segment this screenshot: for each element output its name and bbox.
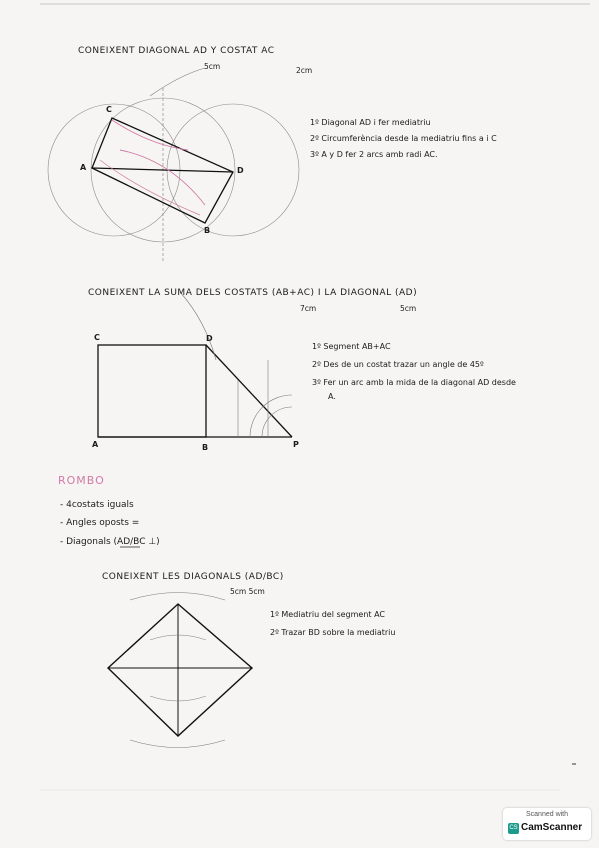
label-d-2: D xyxy=(206,334,213,343)
section2-step1: 1º Segment AB+AC xyxy=(312,342,391,351)
section2-dim-diagonal: 5cm xyxy=(400,304,417,313)
badge-caption: Scanned with xyxy=(525,811,569,818)
label-a-2: A xyxy=(92,440,99,449)
section2-step3: 3º Fer un arc amb la mida de la diagonal AD desde xyxy=(312,378,516,387)
square-abcd xyxy=(98,345,206,437)
section3-step1: 1º Mediatriu del segment AC xyxy=(270,610,386,619)
section3-title: CONEIXENT LES DIAGONALS (AD/BC) xyxy=(102,572,284,582)
section3-step2: 2º Trazar BD sobre la mediatriu xyxy=(270,628,396,637)
label-b-2: B xyxy=(202,443,209,452)
rhombus xyxy=(108,604,252,736)
section1-dim-diagonal: 5cm xyxy=(204,62,221,71)
label-b-1: B xyxy=(204,226,211,235)
section1-step2: 2º Circumferència desde la mediatriu fins a i C xyxy=(310,134,497,143)
rombo-property-3: - Diagonals (AD/BC ⊥) xyxy=(60,537,160,547)
section1-step1: 1º Diagonal AD i fer mediatriu xyxy=(310,118,431,127)
section1-step3: 3º A y D fer 2 arcs amb radi AC. xyxy=(310,150,438,159)
rhombus-arc-bottom xyxy=(130,740,225,748)
construction-circle-right xyxy=(167,104,299,236)
label-d-1: D xyxy=(237,166,244,175)
section2-dim-sum: 7cm xyxy=(300,304,317,313)
section2-step3-cont: A. xyxy=(328,392,336,401)
section1-title: CONEIXENT DIAGONAL AD Y COSTAT AC xyxy=(78,46,275,56)
camscanner-logo-icon: CS xyxy=(508,823,519,834)
section3-drawing xyxy=(108,593,252,748)
rombo-property-2: - Angles oposts = xyxy=(60,518,140,528)
rhombus-arc-top xyxy=(130,593,225,601)
rombo-property-1: - 4costats iguals xyxy=(60,500,134,510)
label-p-2: P xyxy=(293,440,299,449)
rombo-heading: ROMBO xyxy=(58,474,105,487)
diagonal-ad xyxy=(92,168,233,172)
pink-arc-2 xyxy=(120,150,205,205)
label-a-1: A xyxy=(80,163,87,172)
section2-step2: 2º Des de un costat trazar un angle de 45º xyxy=(312,360,484,369)
45-degree-line xyxy=(206,345,292,437)
label-c-1: C xyxy=(106,105,112,114)
camscanner-badge xyxy=(503,808,591,840)
section2-title: CONEIXENT LA SUMA DELS COSTATS (AB+AC) I LA DIAGONAL (AD) xyxy=(88,288,418,298)
section1-dim-side: 2cm xyxy=(296,66,313,75)
label-c-2: C xyxy=(94,333,100,342)
section3-dims: 5cm 5cm xyxy=(230,587,265,596)
badge-brand: CamScanner xyxy=(521,822,583,833)
section2-drawing xyxy=(98,292,292,437)
arc-top xyxy=(150,68,205,96)
